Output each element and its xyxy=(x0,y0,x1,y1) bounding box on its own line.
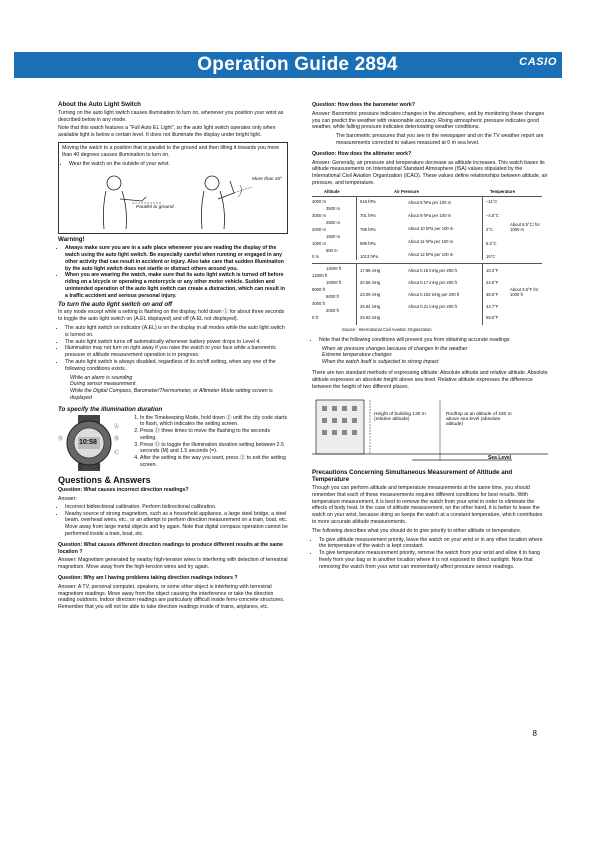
precaution-item: • To give temperature measurement priority, remove the watch from your wrist and allow it to hang freely from your bag or in another location where it is not exposed to direct sunlight. Note that removing the watch from your wrist can momentarily affect pressure sensor readings. xyxy=(319,550,548,570)
condition-item: While the Digital Compass, Barometer/Thermometer, or Altimeter Mode setting screen is displayed xyxy=(70,388,273,401)
ft-press: 25.84 inHg xyxy=(360,303,381,309)
rooftop-label: Rooftop at an altitude of 230 m above sea level (absolute altitude) xyxy=(446,412,512,428)
answer-1-item: • Nearby source of strong magnetism, such as a household appliance, a large steel bridge, a steel beam, overhead wires, etc., or an attempt to perform direction measurement on a train, boat, etc. Move away from large metal objects and try again. Note that digital compass operation cannot be performed inside a train, boat, etc. xyxy=(65,511,288,538)
ft-alt: 10000 ft xyxy=(326,279,342,285)
watch-time: 10:58 xyxy=(79,438,97,446)
button-e-label: Ⓔ xyxy=(78,463,84,470)
m-rate: About 12 hPa per 100 m xyxy=(408,251,454,257)
table-header-altitude: Altitude xyxy=(324,188,340,194)
ft-temp: 44.7°F xyxy=(486,303,499,309)
turn-on-item: • Illumination may not turn on right away if you raise the watch to your face while a barometric pressure or altitude measurement operation is in progress. xyxy=(65,345,288,359)
m-press: 795 hPa xyxy=(360,226,376,232)
building-illustration xyxy=(312,394,548,466)
ft-alt: 2000 ft xyxy=(326,307,339,313)
question-barometer: Question: How does the barometer work? xyxy=(312,102,415,108)
right-column xyxy=(312,102,548,573)
auto-light-heading: About the Auto Light Switch xyxy=(58,101,141,108)
altitude-table xyxy=(312,189,548,335)
m-press: 899 hPa xyxy=(360,240,376,246)
table-source: Source : International Civil Aviation Organization xyxy=(342,326,432,332)
ft-alt: 0 ft xyxy=(312,314,318,320)
question-1: Question: What causes incorrect direction readings? xyxy=(58,487,189,494)
ft-note: About 3.6°F for 1000 ft xyxy=(510,286,539,297)
m-temp: 2°C xyxy=(486,226,494,232)
ft-press: 29.92 inHg xyxy=(360,314,381,320)
ft-press: 20.58 inHg xyxy=(360,279,381,285)
illum-step: 3. Press Ⓓ to toggle the illumination duration setting between 2.5 seconds (M) and 1.5 seconds (=). xyxy=(140,442,288,456)
m-press: 1013 hPa xyxy=(360,253,378,259)
condition-item: During sensor measurement xyxy=(70,381,136,388)
page-number: 8 xyxy=(532,729,537,738)
m-alt: 2500 m xyxy=(326,219,340,225)
m-rate: About 10 hPa per 100 m xyxy=(408,225,454,231)
m-rate: About 11 hPa per 100 m xyxy=(408,238,454,244)
answer-altimeter: Answer: Generally, air pressure and temperature decrease as altitude increases. This watch bases its altitude measurements on International Standard Atmosphere (ISA) values stipulated by the International Civil Aviation Organization (ICAO). These values define relationships between altitude, air pressure, and temperature. xyxy=(312,159,548,186)
ft-rate: About 0.21 inHg per 200 ft xyxy=(408,303,457,309)
answer-1-label: Answer: xyxy=(58,496,77,503)
auto-light-p2: Note that this watch features a "Full Auto EL Light", so the auto light switch operates only when available light is below a certain level. It does not illuminate the display under bright light. xyxy=(58,125,276,139)
ft-alt: 12000 ft xyxy=(312,272,328,278)
casio-logo: CASIO xyxy=(519,56,557,68)
m-alt: 1000 m xyxy=(312,240,326,246)
auto-light-box xyxy=(58,142,288,234)
note-item: Extreme temperature changes xyxy=(322,352,392,359)
ft-rate: About 0.192 inHg per 200 ft xyxy=(408,291,460,297)
m-temp: 8.5°C xyxy=(486,240,497,246)
warning-item: • Always make sure you are in a safe place whenever you are reading the display of the watch using the auto light switch. Be especially careful when running or engaged in any other activity that can result in accident or injury. Also take care that sudden illumination by the auto light switch does not startle or distract others around you. xyxy=(65,245,288,272)
m-rate: About 8 hPa per 100 m xyxy=(408,199,452,205)
ft-press: 17.86 inHg xyxy=(360,267,381,273)
precautions-heading: Precautions Concerning Simultaneous Measurement of Altitude and Temperature xyxy=(312,469,513,484)
turn-on-item: • The auto light switch on indicator (A.EL) is on the display in all modes while the auto light switch is turned on. xyxy=(65,325,288,339)
accuracy-note: • Note that the following conditions will prevent you from obtaining accurate readings: xyxy=(319,337,548,344)
label-more-than-40: More than 40° xyxy=(252,177,283,183)
ft-rate: About 0.15 inHg per 200 ft xyxy=(408,267,457,273)
ft-press: 23.09 inHg xyxy=(360,291,381,297)
turn-on-item: • The auto light switch turns off automatically whenever battery power drops to Level 4. xyxy=(65,339,288,346)
precaution-item: • To give altitude measurement priority, leave the watch on your wrist or in any other location where the temperature of the watch is kept constant. xyxy=(319,537,548,551)
m-temp: –4.5°C xyxy=(486,212,499,218)
m-temp: 15°C xyxy=(486,253,496,259)
auto-light-box-text: Moving the watch to a position that is parallel to the ground and then tilting it towards you more than 40 degrees causes illumination to turn on. xyxy=(62,144,280,158)
button-c-label: Ⓒ xyxy=(114,449,120,456)
sea-level-label: Sea Level xyxy=(488,455,512,462)
qa-heading: Questions & Answers xyxy=(58,474,151,485)
m-press: 616 hPa xyxy=(360,198,376,204)
page-header xyxy=(0,0,595,78)
m-rate: About 9 hPa per 100 m xyxy=(408,212,452,218)
label-parallel: Parallel to ground xyxy=(136,205,174,211)
ft-temp: 10.2°F xyxy=(486,267,499,273)
building-icon xyxy=(312,394,548,466)
auto-light-p1: Turning on the auto light switch causes illumination to turn on, whenever you position your wrist as described below in any mode. xyxy=(58,109,284,123)
answer-2: Answer: Magnetism generated by nearby high-tension wires is interfering with detection of terrestrial magnetism. Move away from the high-tension wires and try again. xyxy=(58,557,288,571)
button-a-label: Ⓐ xyxy=(114,423,120,430)
button-d-label: Ⓓ xyxy=(58,435,64,442)
m-alt: 1500 m xyxy=(326,233,340,239)
watch-illustration xyxy=(58,415,130,471)
ft-alt: 14000 ft xyxy=(326,265,342,271)
m-temp: –11°C xyxy=(486,198,498,204)
warning-item: • When you are wearing the watch, make sure that its auto light switch is turned off before riding on a bicycle or operating a motorcycle or any other motor vehicle. Sudden and unintended operation of the auto light switch can create a distraction, which can result in a traffic accident and serious personal injury. xyxy=(65,272,288,299)
precautions-p1: Though you can perform altitude and temperature measurements at the same time, you should remember that each of these measurements requires different conditions for best results. With temperature measurement, it is best to remove the watch from your wrist in order to eliminate the effects of body heat. In the case of altitude measurement, on the other hand, it is better to leave the watch on your wrist, because doing so keeps the watch at a constant temperature, which contributes to more accurate altitude measurements. xyxy=(312,484,543,525)
ft-alt: 6000 ft xyxy=(326,293,339,299)
turn-on-heading: To turn the auto light switch on and off xyxy=(58,300,173,308)
turn-on-p: In any mode except while a setting is flashing on the display, hold down Ⓛ for about three seconds to toggle the auto light switch on (A.EL displayed) and off (A.EL not displayed). xyxy=(58,309,285,323)
question-3: Question: Why am I having problems taking direction readings indoors ? xyxy=(58,575,238,582)
illum-step: 1. In the Timekeeping Mode, hold down Ⓔ until the city code starts to flash, which indicates the setting screen. xyxy=(140,415,288,429)
wrist-illustration xyxy=(62,169,284,231)
left-column xyxy=(58,102,288,612)
button-b-label: Ⓑ xyxy=(114,435,120,442)
page-title: Operation Guide 2894 xyxy=(197,54,398,75)
answer-barometer-1: Answer: Barometric pressure indicates changes in the atmosphere, and by monitoring these changes you can predict the weather with reasonable accuracy. Rising atmospheric pressure indicates good weather, while falling pressure indicates deteriorating weather conditions. xyxy=(312,110,545,131)
condition-item: While an alarm is sounding xyxy=(70,374,133,381)
ft-rate: About 0.17 inHg per 200 ft xyxy=(408,279,457,285)
note-item: When air pressure changes because of changes in the weather xyxy=(322,345,468,352)
turn-on-item: • The auto light switch is always disabled, regardless of its on/off setting, when any one of the following conditions exists. xyxy=(65,359,288,373)
warning-heading: Warning! xyxy=(58,236,85,244)
illum-heading: To specify the illumination duration xyxy=(58,405,163,413)
note-item: When the watch itself is subjected to strong impact xyxy=(322,359,439,366)
m-alt: 0 m xyxy=(312,253,319,259)
altitude-standards: There are two standard methods of expressing altitude: Absolute altitude and relative altitude. Absolute altitude expresses an absolute height above sea level. Relative altitude expresses the difference between the height of two different places. xyxy=(312,369,548,390)
question-altimeter: Question: How does the altimeter work? xyxy=(312,150,412,157)
ft-temp: 24.5°F xyxy=(486,279,499,285)
m-note: About 6.5°C/ for 1000 m xyxy=(510,221,540,232)
ft-alt: 8000 ft xyxy=(312,286,325,292)
auto-light-box-bullet: • Wear the watch on the outside of your wrist. xyxy=(69,161,284,168)
ft-temp: 59.0°F xyxy=(486,314,499,320)
answer-barometer-2: The barometric pressures that you see in the newspaper and on the TV weather report are measurements corrected to values measured at 0 m sea level. xyxy=(336,133,544,146)
precautions-p2: The following describes what you should do to give priority to either altitude or temperature. xyxy=(312,527,522,534)
ft-temp: 38.8°F xyxy=(486,291,499,297)
m-alt: 2000 m xyxy=(312,226,326,232)
ft-alt: 4000 ft xyxy=(312,300,325,306)
m-alt: 3000 m xyxy=(312,212,326,218)
table-header-pressure: Air Pressure xyxy=(394,188,419,194)
answer-1-item: • Incorrect bidirectional calibration. Perform bidirectional calibration. xyxy=(65,504,288,511)
illum-step: 2. Press Ⓓ three times to move the flashing to the seconds setting. xyxy=(140,428,288,442)
illum-step: 4. After the setting is the way you want, press Ⓔ to exit the setting screen. xyxy=(140,455,288,469)
answer-3: Answer: A TV, personal computer, speakers, or some other object is interfering with terrestrial magnetism readings. Move away from the object causing the interference or take the direction reading outdoors. Indoor direction readings are particularly difficult inside ferro-concrete structures. Remember that you will not be able to take direction readings inside of trains, airplanes, etc. xyxy=(58,583,285,611)
m-alt: 4000 m xyxy=(312,198,326,204)
illum-section xyxy=(58,415,288,471)
table-header-temperature: Temperature xyxy=(490,188,516,194)
m-alt: 3500 m xyxy=(326,205,340,211)
question-2: Question: What causes different direction readings to produce different results at the same location ? xyxy=(58,541,283,555)
building-height-label: Height of building 130 m (relative altitude) xyxy=(374,412,426,423)
m-press: 701 hPa xyxy=(360,212,376,218)
m-alt: 500 m xyxy=(326,247,338,253)
button-l-label: Ⓛ xyxy=(96,463,102,470)
